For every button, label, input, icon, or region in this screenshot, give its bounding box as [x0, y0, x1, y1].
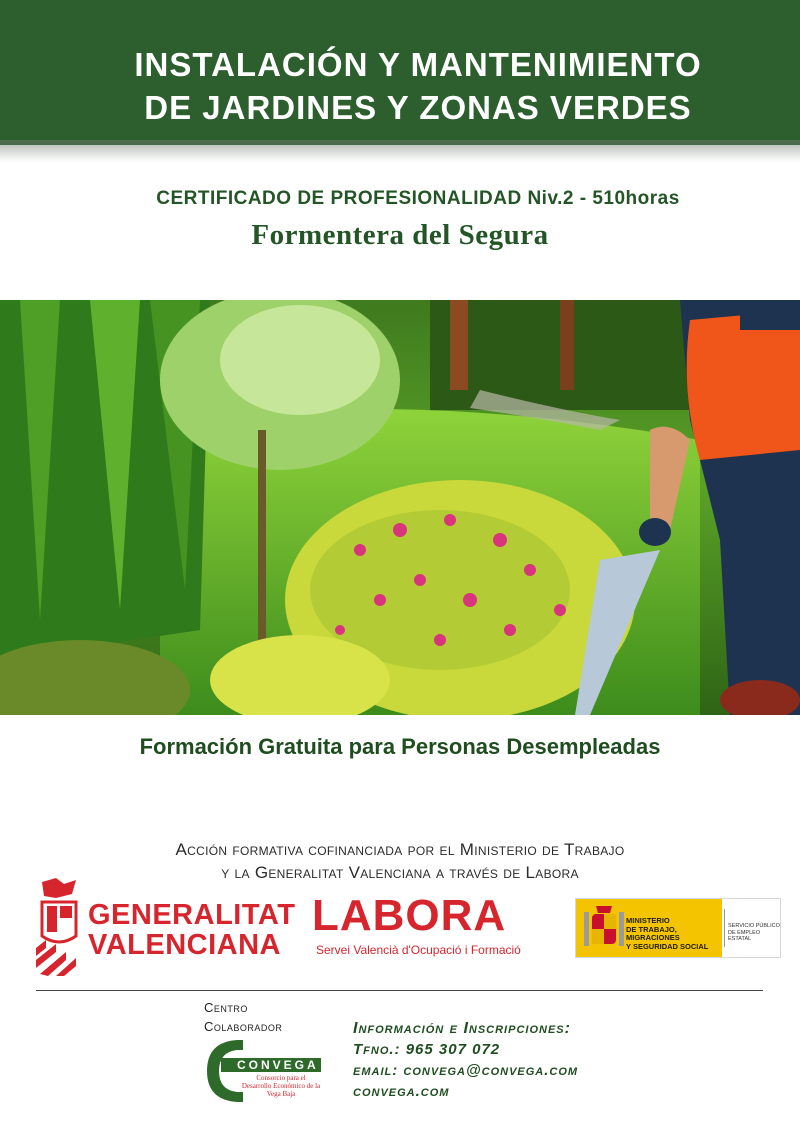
page-title-line-1: INSTALACIÓN Y MANTENIMIENTO — [134, 46, 702, 83]
garden-photo — [0, 300, 800, 715]
header-banner — [0, 0, 800, 145]
contact-email[interactable]: email: convega@convega.com — [353, 1062, 579, 1079]
spain-coat-of-arms-icon — [582, 902, 626, 954]
contact-website[interactable]: convega.com — [353, 1083, 450, 1100]
ministry-logo — [575, 898, 781, 958]
centro-line-1: Centro — [204, 1000, 248, 1015]
divider — [36, 990, 763, 991]
funding-text-line-1: Acción formativa cofinanciada por el Ministerio de Trabajo — [175, 840, 625, 859]
centro-line-2: Colaborador — [204, 1019, 283, 1034]
funding-text-line-2: y la Generalitat Valenciana a través de Labora — [221, 863, 579, 882]
location-title: Formentera del Segura — [251, 219, 549, 251]
contact-info — [353, 1018, 578, 1102]
convega-logo — [203, 1036, 321, 1106]
labora-logo — [312, 893, 542, 963]
labora-subtitle: Servei Valencià d'Ocupació i Formació — [316, 943, 521, 957]
generalitat-line-2: VALENCIANA — [88, 929, 281, 961]
page-title-line-2: DE JARDINES Y ZONAS VERDES — [144, 89, 692, 126]
generalitat-valenciana-logo — [36, 878, 296, 978]
convega-description: Consorcio para el Desarrollo Económico de la Vega Baja — [241, 1074, 321, 1098]
header-shadow — [0, 140, 800, 162]
centro-colaborador-label — [204, 998, 282, 1036]
contact-heading: Información e Inscripciones: — [353, 1020, 571, 1037]
contact-phone[interactable]: Tfno.: 965 307 072 — [353, 1041, 501, 1058]
generalitat-emblem-icon — [36, 878, 84, 978]
labora-name: LABORA — [312, 891, 507, 940]
ministry-text: MINISTERIO DE TRABAJO, MIGRACIONES Y SEGURIDAD SOCIAL — [626, 916, 709, 951]
convega-name: CONVEGA — [237, 1058, 319, 1072]
certificate-subtitle: CERTIFICADO DE PROFESIONALIDAD Niv.2 - 510horas — [156, 188, 680, 209]
free-training-text: Formación Gratuita para Personas Desempleadas — [139, 734, 661, 759]
generalitat-line-1: GENERALITAT — [88, 899, 296, 931]
ministry-service-text: SERVICIO PÚBLICO DE EMPLEO ESTATAL — [728, 923, 780, 942]
